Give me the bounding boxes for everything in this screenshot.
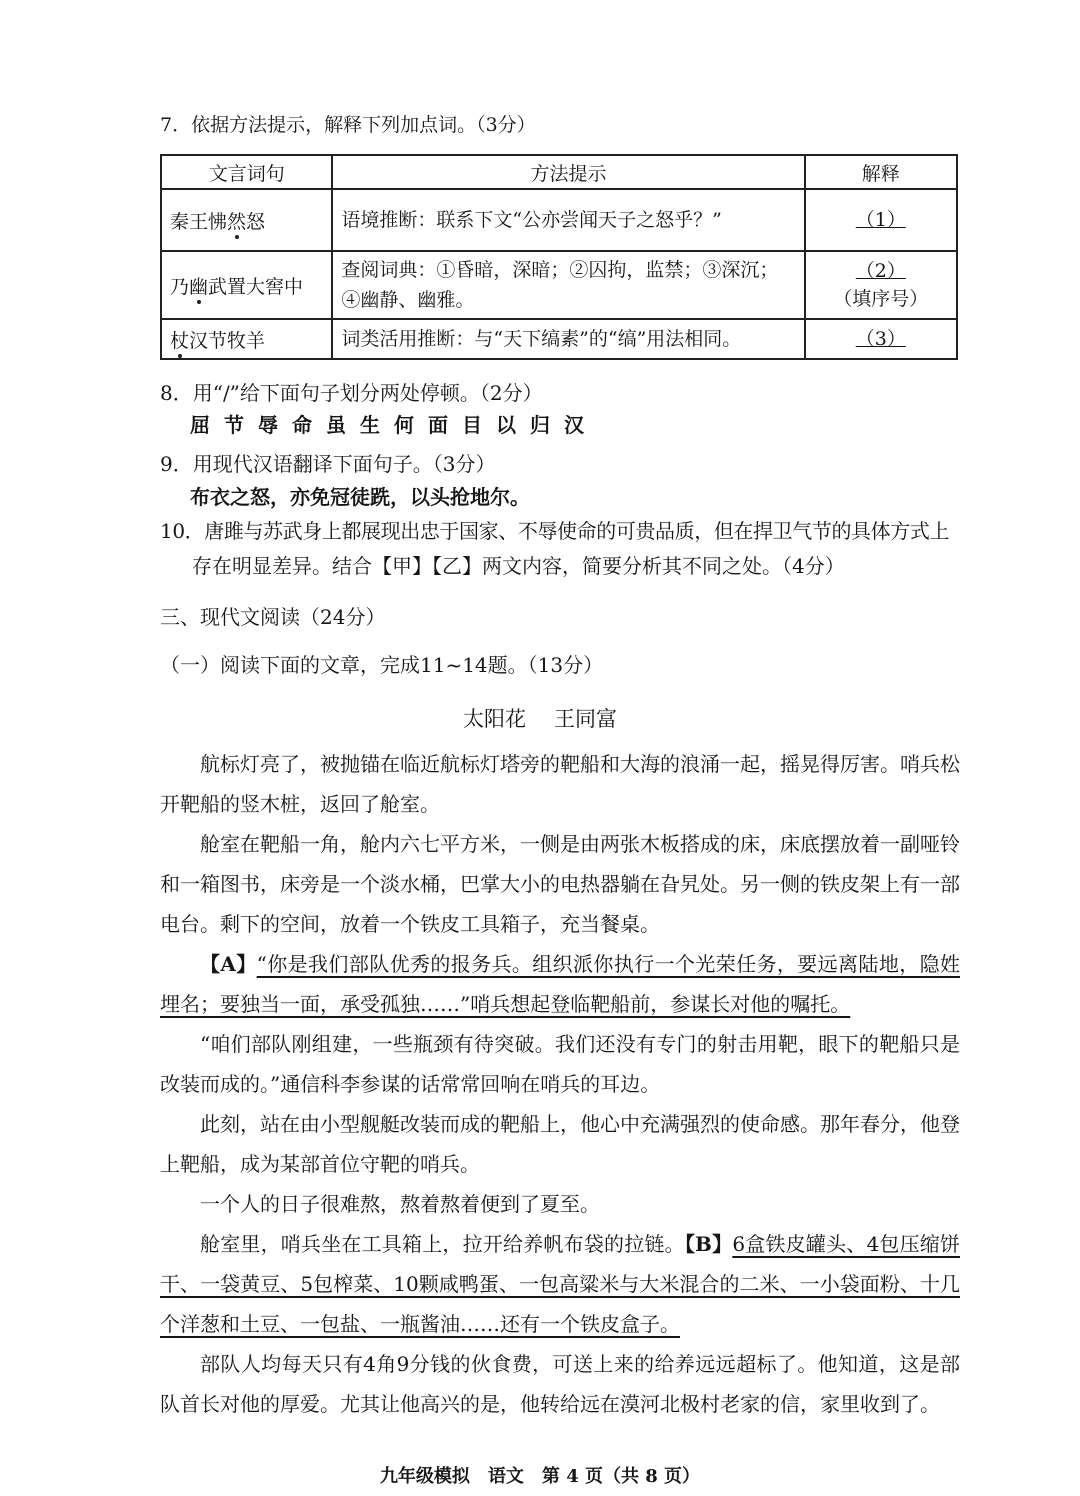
section3-subheading: （一）阅读下面的文章，完成11~14题。（13分）	[160, 653, 604, 677]
article-body	[160, 744, 960, 1424]
article-author: 王同富	[554, 707, 617, 731]
q10-line1: 10．唐雎与苏武身上都展现出忠于国家、不辱使命的可贵品质，但在捍卫气节的具体方式上	[160, 519, 950, 543]
article-paragraph	[160, 944, 960, 1024]
article-paragraph: 部队人均每天只有4角9分钱的伙食费，可送上来的给养远远超标了。他知道，这是部队首长对他的厚爱。尤其让他高兴的是，他转给远在漠河北极村老家的信，家里收到了。	[160, 1352, 960, 1416]
hint-cell: 语境推断：联系下文“公亦尝闻天子之怒乎？”	[332, 189, 804, 251]
article-title	[0, 703, 1080, 733]
marker-a: 【A】	[200, 952, 257, 976]
article-paragraph: 舱室在靶船一角，舱内六七平方米，一侧是由两张木板搭成的床，床底摆放着一副哑铃和一箱图书，床旁是一个淡水桶，巴掌大小的电热器躺在旮旯处。另一侧的铁皮架上有一部电台。剩下的空间，放着一个铁皮工具箱子，充当餐桌。	[160, 832, 960, 936]
table-row	[161, 189, 957, 251]
section3-heading: 三、现代文阅读（24分）	[160, 605, 386, 629]
header-phrase: 文言词句	[161, 155, 332, 189]
q10-line2: 存在明显差异。结合【甲】【乙】两文内容，简要分析其不同之处。（4分）	[192, 554, 845, 578]
q9-sentence: 布衣之怒，亦免冠徒跣，以头抢地尔。	[190, 485, 530, 509]
answer-blank[interactable]: （2）	[855, 260, 906, 282]
answer-blank[interactable]: （1）	[855, 209, 906, 231]
answer-cell	[805, 251, 957, 319]
answer-blank[interactable]: （3）	[855, 328, 906, 350]
article-paragraph: 航标灯亮了，被抛锚在临近航标灯塔旁的靶船和大海的浪涌一起，摇晃得厉害。哨兵松开靶船的竖木桩，返回了舱室。	[160, 752, 960, 816]
hint-cell: 词类活用推断：与“天下缟素”的“缟”用法相同。	[332, 319, 804, 359]
q8-sentence: 屈节辱命虽生何面目以归汉	[190, 413, 598, 437]
dotted-word: 杖	[170, 329, 190, 352]
q7-table	[160, 154, 958, 360]
answer-cell	[805, 319, 957, 359]
hint-cell: 查阅词典：①昏暗，深暗；②囚拘，监禁；③深沉； ④幽静、幽雅。	[332, 251, 804, 319]
header-method: 方法提示	[332, 155, 804, 189]
page-footer: 九年级模拟 语文 第 4 页（共 8 页）	[379, 1466, 701, 1487]
table-row	[161, 319, 957, 359]
phrase-cell: 杖汉节牧羊	[161, 319, 332, 359]
article-title-text: 太阳花	[463, 707, 526, 731]
table-row	[161, 251, 957, 319]
article-paragraph: 一个人的日子很难熬，熬着熬着便到了夏至。	[200, 1192, 600, 1216]
phrase-cell: 乃幽武置大窖中	[161, 251, 332, 319]
q9-heading: 9．用现代汉语翻译下面句子。（3分）	[160, 452, 496, 476]
marker-b: 【B】	[684, 1232, 733, 1256]
article-paragraph: 舱室里，哨兵坐在工具箱上，拉开给养帆布袋的拉链。【B】6盒铁皮罐头、4包压缩饼干、一袋黄豆、5包榨菜、10颗咸鸭蛋、一包高粱米与大米混合的二米、一小袋面粉、十几个洋葱和土豆、一包盐、一瓶酱油……还有一个铁皮盒子。	[160, 1232, 961, 1336]
answer-note: （填序号）	[833, 288, 929, 310]
underlined-quote: “你是我们部队优秀的报务兵。组织派你执行一个光荣任务，要远离陆地，隐姓埋名；要独当一面，承受孤独……”哨兵想起登临靶船前，参谋长对他的嘱托。	[160, 952, 960, 1016]
article-paragraph: “咱们部队刚组建，一些瓶颈有待突破。我们还没有专门的射击用靶，眼下的靶船只是改装而成的。”通信科李参谋的话常常回响在哨兵的耳边。	[160, 1032, 960, 1096]
q7-heading: 7．依据方法提示，解释下列加点词。（3分）	[160, 114, 536, 136]
q8-heading: 8．用“/”给下面句子划分两处停顿。（2分）	[160, 381, 543, 405]
table-header-row	[161, 155, 957, 189]
dotted-word: 然	[227, 210, 247, 233]
underlined-list: 6盒铁皮罐头、4包压缩饼干、一袋黄豆、5包榨菜、10颗咸鸭蛋、一包高粱米与大米混合的二米、一小袋面粉、十几个洋葱和土豆、一包盐、一瓶酱油……还有一个铁皮盒子。	[160, 1232, 961, 1336]
phrase-cell: 秦王怫然怒	[161, 189, 332, 251]
header-explanation: 解释	[805, 155, 957, 189]
answer-cell	[805, 189, 957, 251]
article-paragraph: 此刻，站在由小型舰艇改装而成的靶船上，他心中充满强烈的使命感。那年春分，他登上靶船，成为某部首位守靶的哨兵。	[160, 1112, 960, 1176]
dotted-word: 幽	[189, 275, 209, 298]
